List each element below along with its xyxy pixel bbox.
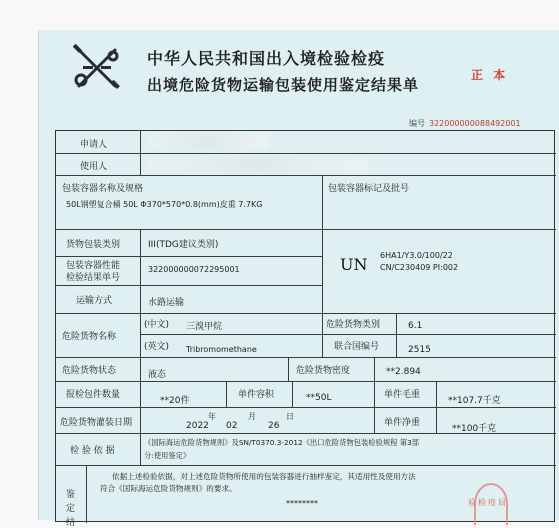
- un-no-value: 2515: [408, 345, 431, 355]
- cn-value: 三溴甲烷: [186, 322, 223, 332]
- user-redacted: [148, 158, 368, 171]
- certificate-table: [55, 130, 555, 528]
- conclusion-label-1: 鉴: [66, 490, 76, 500]
- density-label: 危险货物密度: [296, 366, 351, 376]
- year-char: 年: [208, 412, 216, 421]
- seal-text: 验检疫局: [468, 498, 508, 507]
- packing-category-value: III(TDG建议类别): [148, 240, 219, 250]
- month-char: 月: [248, 412, 256, 421]
- serial-number: 编号 322000000088492001: [409, 119, 521, 128]
- perf-result-label-2: 检验结果单号: [66, 273, 121, 283]
- cn-tag: (中文): [144, 320, 170, 330]
- mark-line1: 6HA1/Y3.0/100/22: [380, 251, 453, 260]
- un-mark: UN: [340, 255, 368, 274]
- net-value: **100千克: [452, 424, 497, 434]
- container-name-label: 包装容器名称及规格: [62, 184, 144, 194]
- day-char: 日: [286, 412, 294, 421]
- gross-label: 单件毛重: [384, 390, 421, 400]
- transport-value: 水路运输: [148, 298, 185, 308]
- applicant-label: 申请人: [80, 140, 108, 150]
- certificate-sheet: [38, 30, 559, 528]
- basis-value-2: 分:使用鉴定》: [144, 451, 191, 460]
- original-stamp: 正 本: [471, 68, 509, 82]
- user-label: 使用人: [80, 162, 108, 172]
- mark-line2: CN/C230409 PI:002: [380, 263, 459, 272]
- count-label: 报检包件数量: [66, 390, 121, 400]
- unit-volume-label: 单件容积: [238, 390, 275, 400]
- density-value: **2.894: [386, 367, 421, 377]
- conclusion-label-3: 结: [66, 518, 76, 528]
- conclusion-stars: ********: [286, 499, 318, 508]
- count-value: **20件: [160, 396, 190, 406]
- title-line1: 中华人民共和国出入境检验检疫: [147, 49, 386, 68]
- container-mark-label: 包装容器标记及批号: [328, 184, 410, 194]
- basis-label: 检 验 依 据: [70, 446, 115, 456]
- applicant-redacted: [148, 135, 268, 149]
- conclusion-text-2: 符合《国际海运危险货物规则》的要求。: [100, 484, 237, 493]
- state-value: 液态: [148, 370, 167, 380]
- date-year: 2022: [186, 421, 209, 431]
- conclusion-text-1: 依据上述检验依据，对上述危险货物所使用的包装容器进行抽样鉴定，其适用性及使用方法: [112, 472, 416, 481]
- un-no-label: 联合国编号: [334, 342, 380, 352]
- goods-class-label: 危险货物类别: [326, 320, 381, 330]
- en-tag: (英文): [144, 342, 170, 352]
- transport-label: 运输方式: [76, 296, 113, 306]
- title-line2: 出境危险货物运输包装使用鉴定结果单: [147, 76, 420, 94]
- packing-category-label: 货物包装类别: [66, 240, 121, 250]
- state-label: 危险货物状态: [62, 366, 117, 376]
- perf-result-value: 322000000072295001: [148, 265, 240, 274]
- conclusion-label-2: 定: [66, 504, 76, 514]
- container-name-value: 50L钢塑复合桶 50L Φ370*570*0.8(mm)皮重 7.7KG: [66, 200, 263, 209]
- goods-name-label: 危险货物名称: [62, 332, 117, 342]
- net-label: 单件净重: [384, 418, 421, 428]
- date-day: 26: [268, 421, 280, 431]
- basis-value-1: 《国际海运危险货物规则》及SN/T0370.3-2012《出口危险货物包装检验规程 第3部: [144, 438, 420, 447]
- ciq-emblem-icon: [71, 42, 123, 94]
- date-label: 危险货物灌装日期: [60, 418, 133, 428]
- gross-value: **107.7千克: [448, 396, 501, 406]
- en-value: Tribromomethane: [186, 345, 257, 354]
- perf-result-label-1: 包装容器性能: [66, 261, 121, 271]
- date-month: 02: [226, 421, 238, 431]
- goods-class-value: 6.1: [408, 321, 423, 331]
- unit-volume-value: **50L: [306, 393, 332, 403]
